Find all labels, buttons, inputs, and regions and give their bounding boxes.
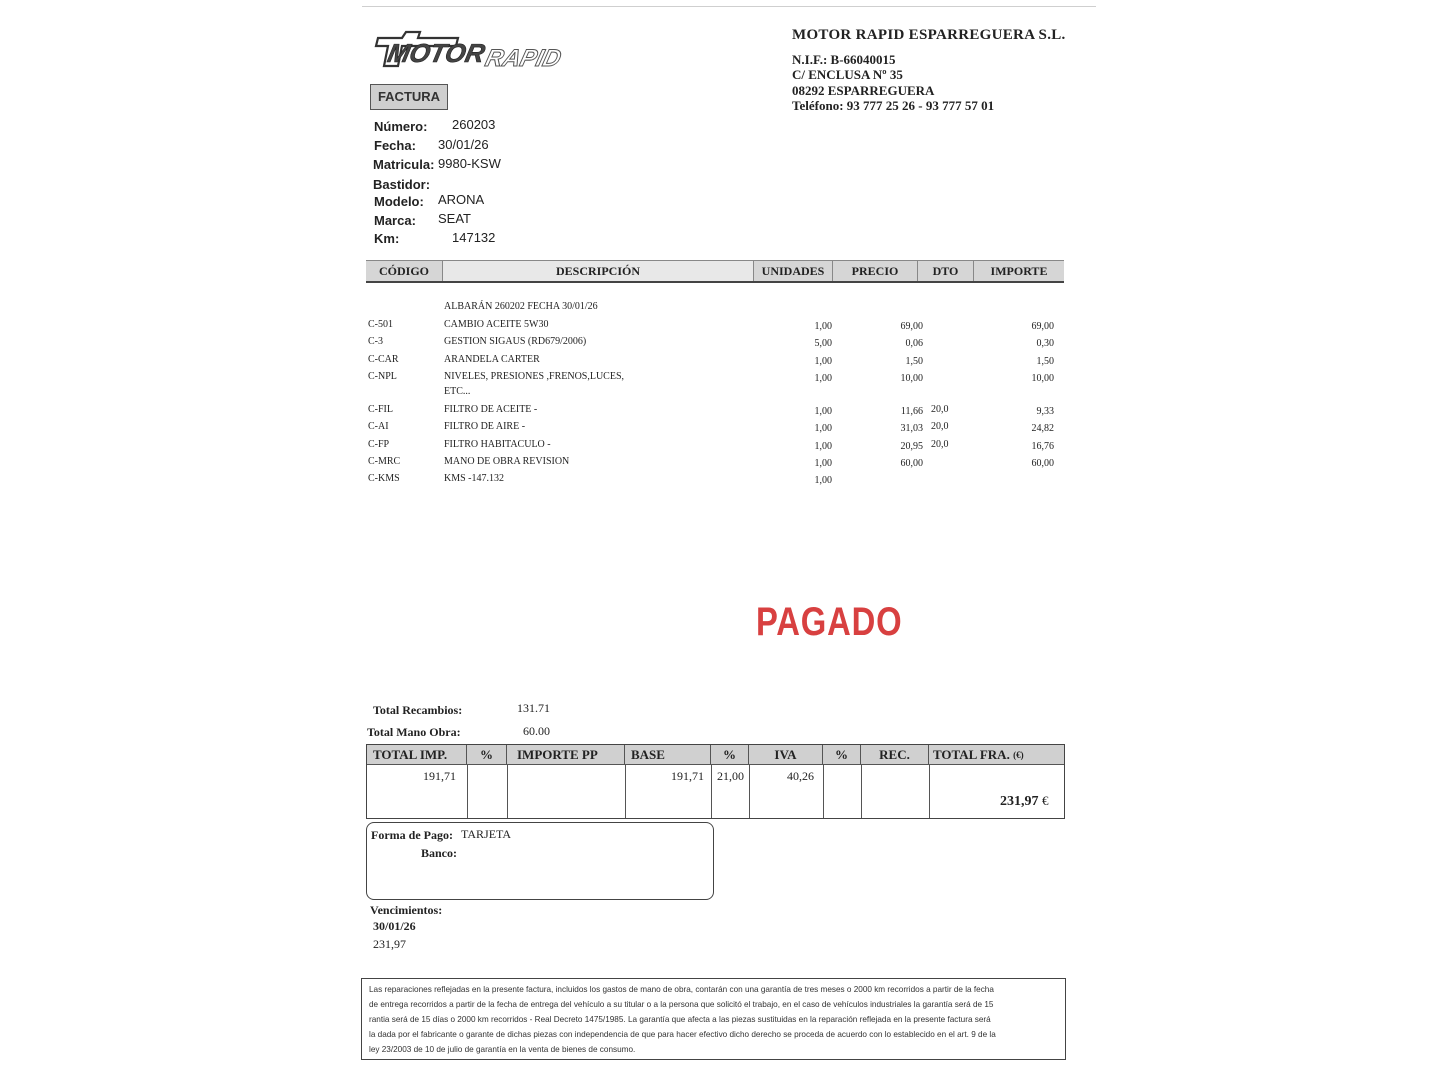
- warranty-line: Las reparaciones reflejadas en la presente factura, incluidos los gastos de mano de obra, contarán con una garantía de tres meses o 2000 km recorridos a partir de la fecha: [369, 985, 994, 994]
- sum-head-iva: IVA: [749, 745, 823, 765]
- sum-divider: [823, 765, 824, 818]
- item-descripcion: ARANDELA CARTER: [444, 354, 540, 365]
- item-unidades: 1,00: [814, 441, 832, 452]
- item-dto: 20,0: [931, 404, 949, 415]
- total-mano-obra-label: Total Mano Obra:: [367, 725, 461, 739]
- sum-divider: [467, 765, 468, 818]
- warranty-notice: [361, 978, 1066, 1060]
- sum-head-total-fra: [929, 745, 1064, 765]
- col-unidades: UNIDADES: [754, 261, 833, 281]
- item-codigo: C-CAR: [368, 354, 399, 365]
- logo-graphic: [372, 26, 612, 76]
- warranty-line: rantia será de 15 días o 2000 km recorridos - Real Decreto 1475/1985. La garantía que afecta a las piezas sustituidas en la reparación reflejada en la presente factura será: [369, 1015, 991, 1024]
- item-descripcion: GESTION SIGAUS (RD679/2006): [444, 336, 587, 347]
- sum-divider: [625, 765, 626, 818]
- modelo-label: Modelo:: [374, 194, 424, 209]
- item-descripcion: NIVELES, PRESIONES ,FRENOS,LUCES,: [444, 371, 625, 382]
- vencimientos-label: Vencimientos:: [370, 903, 443, 917]
- item-precio: 1,50: [905, 356, 923, 367]
- paid-stamp: PAGADO: [756, 600, 903, 644]
- item-codigo: C-KMS: [368, 473, 400, 484]
- motor-rapid-logo: [372, 26, 612, 76]
- sum-total-fra-value: 231,97: [1000, 794, 1039, 809]
- sum-head-total-fra-label: TOTAL FRA.: [933, 747, 1010, 762]
- summary-table: [366, 744, 1065, 819]
- item-importe: 60,00: [1031, 458, 1054, 469]
- item-unidades: 1,00: [814, 475, 832, 486]
- sum-total-imp: 191,71: [423, 769, 456, 783]
- col-importe: IMPORTE: [974, 261, 1064, 281]
- company-city: 08292 ESPARREGUERA: [792, 82, 935, 98]
- sum-divider: [861, 765, 862, 818]
- item-importe: 1,50: [1036, 356, 1054, 367]
- matricula-value: 9980-KSW: [438, 156, 501, 171]
- sum-divider: [749, 765, 750, 818]
- col-dto: DTO: [918, 261, 974, 281]
- item-descripcion-cont: ETC...: [444, 386, 471, 397]
- sum-head-pct-1: %: [467, 745, 507, 765]
- items-table-header: [366, 260, 1064, 283]
- total-recambios-value: 131.71: [517, 701, 550, 715]
- forma-pago-label: Forma de Pago:: [371, 828, 453, 842]
- item-precio: 0,06: [905, 338, 923, 349]
- warranty-line: de entrega recorridos a partir de la fecha de entrega del vehículo a su titular o a la persona que solicitó el trabajo, en el caso de vehículos industriales la garantía será de 15: [369, 1000, 994, 1009]
- item-unidades: 1,00: [814, 423, 832, 434]
- euro-sign: €: [1042, 793, 1049, 808]
- item-precio: 31,03: [900, 423, 923, 434]
- total-mano-obra-value: 60.00: [523, 724, 550, 738]
- fecha-label: Fecha:: [374, 138, 416, 153]
- item-precio: 10,00: [900, 373, 923, 384]
- albaran-line: ALBARÁN 260202 FECHA 30/01/26: [444, 301, 598, 312]
- item-precio: 20,95: [900, 441, 923, 452]
- top-rule: [362, 6, 1096, 7]
- fecha-value: 30/01/26: [438, 137, 489, 152]
- item-unidades: 1,00: [814, 356, 832, 367]
- item-descripcion: FILTRO HABITACULO -: [444, 439, 551, 450]
- item-unidades: 1,00: [814, 458, 832, 469]
- item-unidades: 5,00: [814, 338, 832, 349]
- sum-iva: 40,26: [787, 769, 814, 783]
- km-value: 147132: [452, 230, 496, 245]
- company-block: [792, 28, 1066, 114]
- km-label: Km:: [374, 231, 400, 246]
- logo-word-rapid: RAPID: [482, 45, 564, 72]
- sum-head-total-imp: TOTAL IMP.: [367, 745, 467, 765]
- sum-divider: [507, 765, 508, 818]
- item-unidades: 1,00: [814, 321, 832, 332]
- col-descripcion: DESCRIPCIÓN: [443, 261, 754, 281]
- sum-total-fra: [1000, 793, 1049, 810]
- warranty-line: la dada por el fabricante o garante de dichas piezas con independencia de que para hacer efectivo dicho derecho se proceda de acuerdo con lo establecido en el art. 9 de la: [369, 1030, 996, 1039]
- item-descripcion: MANO DE OBRA REVISION: [444, 456, 570, 467]
- sum-head-base: BASE: [625, 745, 711, 765]
- matricula-label: Matricula:: [373, 157, 435, 172]
- company-nif: N.I.F.: B-66040015: [792, 51, 896, 67]
- sum-divider: [929, 765, 930, 818]
- logo-word-motor: MOTOR: [385, 38, 488, 68]
- item-dto: 20,0: [931, 421, 949, 432]
- sum-head-pct-3: %: [823, 745, 861, 765]
- item-importe: 9,33: [1036, 406, 1054, 417]
- sum-head-rec: REC.: [861, 745, 929, 765]
- item-unidades: 1,00: [814, 373, 832, 384]
- item-codigo: C-FP: [368, 439, 390, 450]
- total-recambios-label: Total Recambios:: [373, 703, 463, 717]
- item-precio: 11,66: [900, 406, 923, 417]
- item-codigo: C-MRC: [368, 456, 401, 467]
- company-address: C/ ENCLUSA Nº 35: [792, 67, 903, 82]
- col-precio: PRECIO: [833, 261, 918, 281]
- item-importe: 16,76: [1031, 441, 1054, 452]
- item-codigo: C-3: [368, 336, 383, 347]
- item-descripcion: FILTRO DE ACEITE -: [444, 404, 538, 415]
- item-importe: 10,00: [1031, 373, 1054, 384]
- marca-label: Marca:: [374, 213, 416, 228]
- sum-head-importe-pp: IMPORTE PP: [507, 745, 625, 765]
- item-precio: 60,00: [900, 458, 923, 469]
- company-phone: Teléfono: 93 777 25 26 - 93 777 57 01: [792, 98, 995, 113]
- warranty-line: ley 23/2003 de 10 de julio de garantía en la venta de bienes de consumo.: [369, 1045, 636, 1054]
- item-codigo: C-NPL: [368, 371, 397, 382]
- bastidor-label: Bastidor:: [373, 177, 431, 192]
- numero-label: Número:: [374, 119, 428, 134]
- item-codigo: C-501: [368, 319, 393, 330]
- item-unidades: 1,00: [814, 406, 832, 417]
- sum-head-currency: (€): [1013, 750, 1024, 760]
- company-name: MOTOR RAPID ESPARREGUERA S.L.: [792, 27, 1066, 43]
- item-precio: 69,00: [900, 321, 923, 332]
- banco-label: Banco:: [421, 846, 457, 860]
- sum-divider: [711, 765, 712, 818]
- vencimiento-fecha: 30/01/26: [373, 919, 416, 933]
- sum-head-pct-2: %: [711, 745, 749, 765]
- sum-iva-pct: 21,00: [717, 769, 744, 783]
- item-descripcion: FILTRO DE AIRE -: [444, 421, 526, 432]
- marca-value: SEAT: [438, 211, 471, 226]
- item-descripcion: CAMBIO ACEITE 5W30: [444, 319, 549, 330]
- vencimiento-importe: 231,97: [373, 937, 406, 951]
- document-type-tag: FACTURA: [370, 84, 448, 110]
- item-codigo: C-AI: [368, 421, 389, 432]
- forma-pago-value: TARJETA: [461, 827, 512, 841]
- col-codigo: CÓDIGO: [366, 261, 443, 281]
- item-importe: 69,00: [1031, 321, 1054, 332]
- modelo-value: ARONA: [438, 192, 485, 207]
- item-importe: 24,82: [1031, 423, 1054, 434]
- item-importe: 0,30: [1036, 338, 1054, 349]
- item-descripcion: KMS -147.132: [444, 473, 505, 484]
- item-dto: 20,0: [931, 439, 949, 450]
- sum-base: 191,71: [671, 769, 704, 783]
- numero-value: 260203: [452, 117, 496, 132]
- item-codigo: C-FIL: [368, 404, 393, 415]
